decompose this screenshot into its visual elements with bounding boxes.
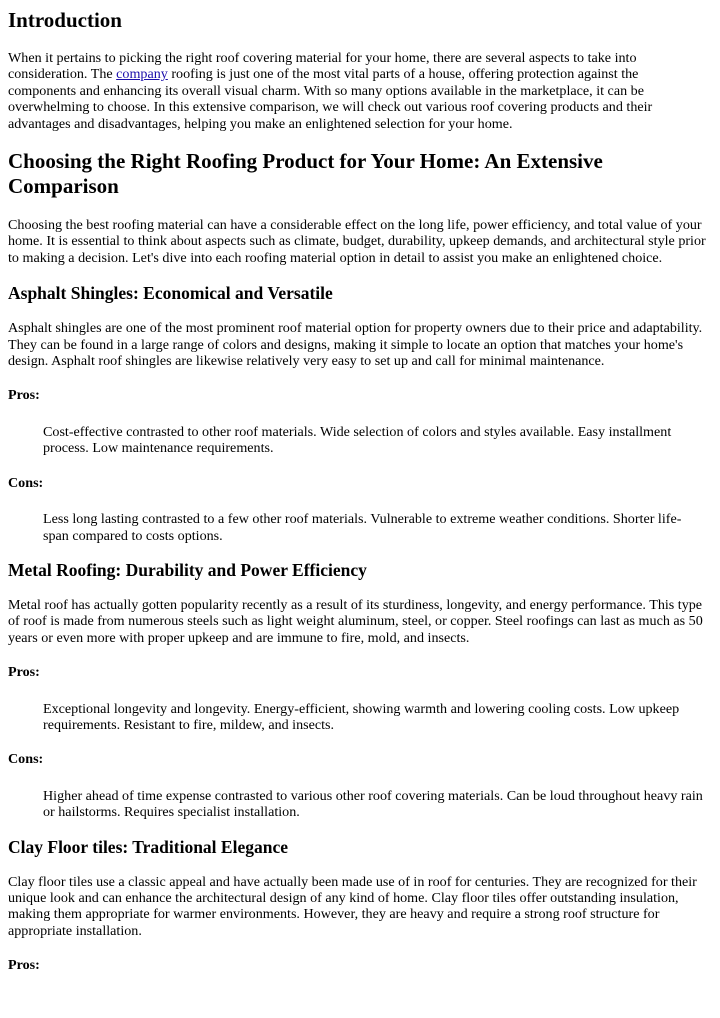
metal-pros-text: Exceptional longevity and longevity. Energy-efficient, showing warmth and lowering cooling costs. Low upkeep requirements. Resistant to fire, mildew, and insects. (43, 700, 680, 733)
metal-paragraph: Metal roof has actually gotten popularity recently as a result of its sturdiness, longevity, and energy performance. This type of roof is made from numerous steels such as light weight aluminum, steel, or copper. Steel roofings can last as much as 50 years or even more with proper upkeep and are immune to fire, mold, and insects. (8, 596, 703, 646)
clay-heading: Clay Floor tiles: Traditional Elegance (8, 836, 288, 857)
asphalt-cons-label: Cons: (8, 474, 44, 491)
metal-heading: Metal Roofing: Durability and Power Efficiency (8, 559, 367, 580)
intro-heading: Introduction (8, 8, 122, 32)
intro-text-after-link: roofing is just one of the most vital parts of a house, offering protection against the components and enhancing its overall visual charm. With so many options available in the marketplace, it can be overwhelming to choose. In this extensive comparison, we will check out various roof covering products and their advantages and disadvantages, helping you make an enlightened selection for your home. (8, 66, 653, 132)
metal-cons-text: Higher ahead of time expense contrasted to various other roof covering materials. Can be loud throughout heavy rain or hailstorms. Requires specialist installation. (43, 787, 703, 821)
intro-paragraph (8, 50, 706, 132)
company-link[interactable]: company (116, 66, 168, 83)
asphalt-heading: Asphalt Shingles: Economical and Versatile (8, 283, 333, 304)
choosing-paragraph: Choosing the best roofing material can have a considerable effect on the long life, power efficiency, and total value of your home. It is essential to think about aspects such as climate, budget, durability, upkeep demands, and architectural style prior to making a decision. Let's dive into each roofing material option in detail to assist you make an enlightened choice. (8, 217, 706, 266)
metal-pros-label: Pros: (8, 664, 40, 681)
clay-paragraph: Clay floor tiles use a classic appeal and have actually been made use of in roof for centuries. They are recognized for their unique look and can enhance the architectural design of any kind of home. Clay floor tiles offer outstanding insulation, making them appropriate for warmer environments. However, they are heavy and require a strong roof structure for appropriate installation. (8, 873, 697, 939)
asphalt-paragraph: Asphalt shingles are one of the most prominent roof material option for property owners due to their price and adaptability. They can be found in a large range of colors and designs, making it simple to locate an option that matches your home's design. Asphalt roof shingles are likewise relatively very easy to set up and call for minimal maintenance. (8, 320, 703, 370)
clay-pros-label: Pros: (8, 957, 40, 974)
choosing-heading: Choosing the Right Roofing Product for Your Home: An Extensive Comparison (8, 149, 603, 199)
metal-cons-label: Cons: (8, 751, 44, 768)
intro-text-before-link: When it pertains to picking the right roof covering material for your home, there are several aspects to take into consideration. The (8, 50, 637, 83)
asphalt-pros-text: Cost-effective contrasted to other roof materials. Wide selection of colors and styles available. Easy installment process. Low maintenance requirements. (43, 423, 672, 457)
article (8, 0, 706, 974)
asphalt-pros-label: Pros: (8, 387, 40, 404)
asphalt-cons-text: Less long lasting contrasted to a few other roof materials. Vulnerable to extreme weather conditions. Shorter life-span compared to costs options. (43, 511, 682, 544)
